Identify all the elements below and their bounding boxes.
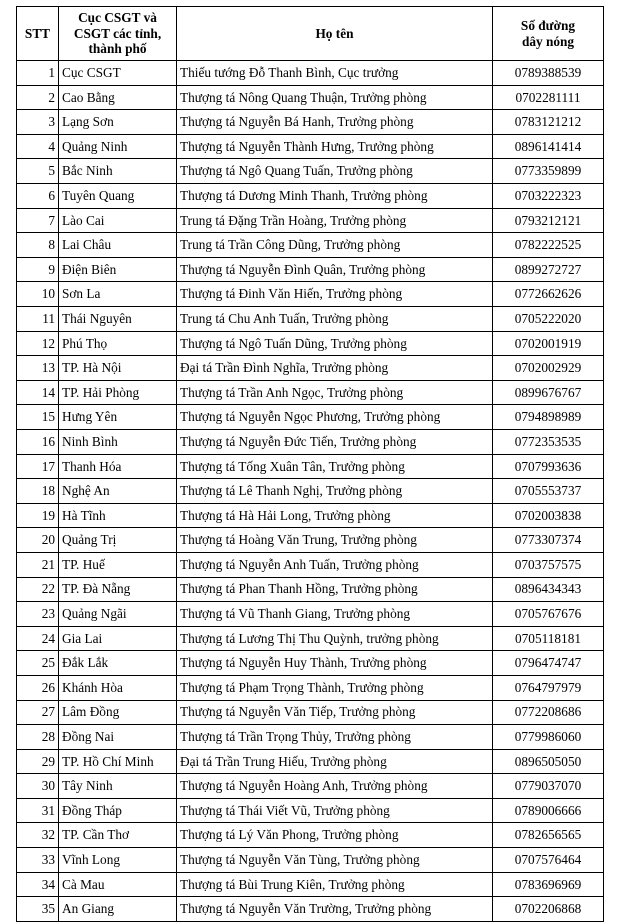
cell-stt: 34 bbox=[17, 872, 59, 897]
cell-phone: 0896141414 bbox=[493, 134, 604, 159]
cell-phone: 0772353535 bbox=[493, 429, 604, 454]
cell-stt: 32 bbox=[17, 823, 59, 848]
table-header bbox=[17, 7, 604, 61]
cell-name: Trung tá Đặng Trần Hoàng, Trưởng phòng bbox=[177, 208, 493, 233]
cell-phone: 0705118181 bbox=[493, 626, 604, 651]
cell-stt: 19 bbox=[17, 503, 59, 528]
table-row bbox=[17, 774, 604, 799]
cell-phone: 0899676767 bbox=[493, 380, 604, 405]
cell-stt: 23 bbox=[17, 602, 59, 627]
cell-stt: 31 bbox=[17, 798, 59, 823]
cell-phone: 0896434343 bbox=[493, 577, 604, 602]
cell-phone: 0789388539 bbox=[493, 61, 604, 86]
table-row bbox=[17, 405, 604, 430]
column-header-phone-line-2: dây nóng bbox=[521, 33, 575, 49]
cell-stt: 11 bbox=[17, 307, 59, 332]
cell-phone: 0899272727 bbox=[493, 257, 604, 282]
cell-stt: 8 bbox=[17, 233, 59, 258]
cell-unit: Ninh Bình bbox=[59, 429, 177, 454]
table-row bbox=[17, 872, 604, 897]
cell-name: Thượng tá Nguyễn Văn Trường, Trưởng phòng bbox=[177, 897, 493, 922]
cell-phone: 0796474747 bbox=[493, 651, 604, 676]
cell-phone: 0707576464 bbox=[493, 848, 604, 873]
cell-name: Thượng tá Nguyễn Đức Tiến, Trưởng phòng bbox=[177, 429, 493, 454]
cell-phone: 0794898989 bbox=[493, 405, 604, 430]
column-header-stt: STT bbox=[17, 7, 59, 61]
cell-unit: Lào Cai bbox=[59, 208, 177, 233]
cell-name: Thượng tá Ngô Tuấn Dũng, Trưởng phòng bbox=[177, 331, 493, 356]
cell-name: Thượng tá Nguyễn Thành Hưng, Trưởng phòng bbox=[177, 134, 493, 159]
cell-stt: 18 bbox=[17, 479, 59, 504]
cell-stt: 27 bbox=[17, 700, 59, 725]
cell-unit: TP. Huế bbox=[59, 552, 177, 577]
cell-phone: 0764797979 bbox=[493, 675, 604, 700]
cell-stt: 33 bbox=[17, 848, 59, 873]
table-row bbox=[17, 749, 604, 774]
cell-unit: Khánh Hòa bbox=[59, 675, 177, 700]
cell-phone: 0702281111 bbox=[493, 85, 604, 110]
cell-unit: Tây Ninh bbox=[59, 774, 177, 799]
cell-unit: TP. Hồ Chí Minh bbox=[59, 749, 177, 774]
hotline-table bbox=[16, 6, 604, 922]
cell-name: Thượng tá Hoàng Văn Trung, Trưởng phòng bbox=[177, 528, 493, 553]
cell-stt: 1 bbox=[17, 61, 59, 86]
cell-phone: 0702001919 bbox=[493, 331, 604, 356]
cell-name: Thượng tá Nguyễn Anh Tuấn, Trưởng phòng bbox=[177, 552, 493, 577]
table-row bbox=[17, 282, 604, 307]
cell-stt: 22 bbox=[17, 577, 59, 602]
table-body bbox=[17, 61, 604, 922]
table-row bbox=[17, 602, 604, 627]
cell-stt: 16 bbox=[17, 429, 59, 454]
cell-name: Thượng tá Bùi Trung Kiên, Trưởng phòng bbox=[177, 872, 493, 897]
cell-name: Đại tá Trần Đình Nghĩa, Trưởng phòng bbox=[177, 356, 493, 381]
cell-phone: 0793212121 bbox=[493, 208, 604, 233]
cell-phone: 0705553737 bbox=[493, 479, 604, 504]
cell-stt: 14 bbox=[17, 380, 59, 405]
table-row bbox=[17, 134, 604, 159]
cell-unit: Quảng Ngãi bbox=[59, 602, 177, 627]
cell-phone: 0702002929 bbox=[493, 356, 604, 381]
cell-unit: Lâm Đồng bbox=[59, 700, 177, 725]
cell-name: Thượng tá Lương Thị Thu Quỳnh, trưởng phòng bbox=[177, 626, 493, 651]
table-row bbox=[17, 184, 604, 209]
cell-unit: Hà Tĩnh bbox=[59, 503, 177, 528]
cell-stt: 3 bbox=[17, 110, 59, 135]
cell-stt: 6 bbox=[17, 184, 59, 209]
cell-phone: 0773359899 bbox=[493, 159, 604, 184]
cell-stt: 29 bbox=[17, 749, 59, 774]
cell-unit: TP. Cần Thơ bbox=[59, 823, 177, 848]
table-header-row bbox=[17, 7, 604, 61]
cell-name: Thượng tá Nguyễn Đình Quân, Trưởng phòng bbox=[177, 257, 493, 282]
cell-unit: TP. Hà Nội bbox=[59, 356, 177, 381]
cell-unit: Đồng Tháp bbox=[59, 798, 177, 823]
cell-unit: Lạng Sơn bbox=[59, 110, 177, 135]
cell-unit: TP. Đà Nẵng bbox=[59, 577, 177, 602]
table-row bbox=[17, 700, 604, 725]
cell-name: Thượng tá Trần Trọng Thủy, Trưởng phòng bbox=[177, 725, 493, 750]
cell-phone: 0707993636 bbox=[493, 454, 604, 479]
cell-unit: Vĩnh Long bbox=[59, 848, 177, 873]
cell-unit: Quảng Trị bbox=[59, 528, 177, 553]
cell-name: Thượng tá Lê Thanh Nghị, Trưởng phòng bbox=[177, 479, 493, 504]
cell-phone: 0782656565 bbox=[493, 823, 604, 848]
cell-unit: Sơn La bbox=[59, 282, 177, 307]
cell-name: Thượng tá Tống Xuân Tân, Trưởng phòng bbox=[177, 454, 493, 479]
cell-unit: Thanh Hóa bbox=[59, 454, 177, 479]
cell-name: Thượng tá Thái Viết Vũ, Trưởng phòng bbox=[177, 798, 493, 823]
cell-name: Thượng tá Dương Minh Thanh, Trưởng phòng bbox=[177, 184, 493, 209]
cell-phone: 0782222525 bbox=[493, 233, 604, 258]
cell-unit: Đồng Nai bbox=[59, 725, 177, 750]
cell-stt: 17 bbox=[17, 454, 59, 479]
cell-stt: 28 bbox=[17, 725, 59, 750]
table-row bbox=[17, 798, 604, 823]
column-header-unit-line-3: thành phố bbox=[88, 41, 147, 57]
table-row bbox=[17, 85, 604, 110]
table-row bbox=[17, 479, 604, 504]
cell-unit: TP. Hải Phòng bbox=[59, 380, 177, 405]
cell-stt: 35 bbox=[17, 897, 59, 922]
table-row bbox=[17, 626, 604, 651]
cell-name: Thượng tá Nguyễn Ngọc Phương, Trưởng phòng bbox=[177, 405, 493, 430]
table-row bbox=[17, 159, 604, 184]
table-row bbox=[17, 61, 604, 86]
column-header-phone bbox=[493, 7, 604, 61]
cell-unit: Bắc Ninh bbox=[59, 159, 177, 184]
cell-phone: 0779986060 bbox=[493, 725, 604, 750]
cell-phone: 0789006666 bbox=[493, 798, 604, 823]
cell-phone: 0703757575 bbox=[493, 552, 604, 577]
cell-unit: Phú Thọ bbox=[59, 331, 177, 356]
cell-name: Thượng tá Nguyễn Văn Tùng, Trưởng phòng bbox=[177, 848, 493, 873]
table-row bbox=[17, 848, 604, 873]
cell-name: Trung tá Chu Anh Tuấn, Trưởng phòng bbox=[177, 307, 493, 332]
cell-stt: 5 bbox=[17, 159, 59, 184]
cell-unit: Thái Nguyên bbox=[59, 307, 177, 332]
table-row bbox=[17, 380, 604, 405]
cell-name: Thượng tá Nguyễn Văn Tiếp, Trưởng phòng bbox=[177, 700, 493, 725]
cell-stt: 7 bbox=[17, 208, 59, 233]
table-row bbox=[17, 651, 604, 676]
table-row bbox=[17, 208, 604, 233]
cell-stt: 2 bbox=[17, 85, 59, 110]
cell-stt: 15 bbox=[17, 405, 59, 430]
cell-unit: Tuyên Quang bbox=[59, 184, 177, 209]
cell-name: Thượng tá Hà Hải Long, Trưởng phòng bbox=[177, 503, 493, 528]
table-row bbox=[17, 454, 604, 479]
cell-stt: 25 bbox=[17, 651, 59, 676]
cell-unit: Cao Bằng bbox=[59, 85, 177, 110]
table-row bbox=[17, 577, 604, 602]
table-row bbox=[17, 257, 604, 282]
cell-phone: 0702206868 bbox=[493, 897, 604, 922]
table-row bbox=[17, 307, 604, 332]
cell-phone: 0773307374 bbox=[493, 528, 604, 553]
cell-name: Thượng tá Nông Quang Thuận, Trưởng phòng bbox=[177, 85, 493, 110]
cell-phone: 0779037070 bbox=[493, 774, 604, 799]
table-row bbox=[17, 823, 604, 848]
cell-phone: 0783121212 bbox=[493, 110, 604, 135]
cell-name: Thượng tá Ngô Quang Tuấn, Trưởng phòng bbox=[177, 159, 493, 184]
table-row bbox=[17, 552, 604, 577]
cell-name: Đại tá Trần Trung Hiếu, Trưởng phòng bbox=[177, 749, 493, 774]
cell-phone: 0705222020 bbox=[493, 307, 604, 332]
column-header-phone-line-1: Số đường bbox=[520, 17, 576, 33]
table-row bbox=[17, 110, 604, 135]
column-header-unit-line-2: CSGT các tỉnh, bbox=[73, 25, 162, 41]
cell-name: Trung tá Trần Công Dũng, Trưởng phòng bbox=[177, 233, 493, 258]
table-row bbox=[17, 429, 604, 454]
cell-stt: 21 bbox=[17, 552, 59, 577]
cell-unit: An Giang bbox=[59, 897, 177, 922]
table-row bbox=[17, 331, 604, 356]
cell-name: Thượng tá Nguyễn Bá Hanh, Trưởng phòng bbox=[177, 110, 493, 135]
cell-name: Thượng tá Phan Thanh Hồng, Trưởng phòng bbox=[177, 577, 493, 602]
cell-unit: Điện Biên bbox=[59, 257, 177, 282]
table-row bbox=[17, 503, 604, 528]
cell-unit: Nghệ An bbox=[59, 479, 177, 504]
cell-stt: 10 bbox=[17, 282, 59, 307]
cell-stt: 30 bbox=[17, 774, 59, 799]
cell-unit: Quảng Ninh bbox=[59, 134, 177, 159]
cell-phone: 0772662626 bbox=[493, 282, 604, 307]
table-row bbox=[17, 725, 604, 750]
cell-name: Thượng tá Phạm Trọng Thành, Trưởng phòng bbox=[177, 675, 493, 700]
table-row bbox=[17, 528, 604, 553]
cell-unit: Gia Lai bbox=[59, 626, 177, 651]
cell-stt: 13 bbox=[17, 356, 59, 381]
cell-unit: Cà Mau bbox=[59, 872, 177, 897]
table-row bbox=[17, 356, 604, 381]
cell-name: Thượng tá Nguyễn Huy Thành, Trưởng phòng bbox=[177, 651, 493, 676]
cell-phone: 0772208686 bbox=[493, 700, 604, 725]
cell-phone: 0783696969 bbox=[493, 872, 604, 897]
cell-phone: 0896505050 bbox=[493, 749, 604, 774]
column-header-unit bbox=[59, 7, 177, 61]
cell-stt: 12 bbox=[17, 331, 59, 356]
cell-unit: Cục CSGT bbox=[59, 61, 177, 86]
table-row bbox=[17, 675, 604, 700]
table-row bbox=[17, 897, 604, 922]
cell-phone: 0702003838 bbox=[493, 503, 604, 528]
column-header-name: Họ tên bbox=[177, 7, 493, 61]
cell-stt: 26 bbox=[17, 675, 59, 700]
cell-stt: 24 bbox=[17, 626, 59, 651]
cell-stt: 9 bbox=[17, 257, 59, 282]
cell-name: Thượng tá Lý Văn Phong, Trưởng phòng bbox=[177, 823, 493, 848]
cell-unit: Hưng Yên bbox=[59, 405, 177, 430]
cell-name: Thượng tá Nguyễn Hoàng Anh, Trưởng phòng bbox=[177, 774, 493, 799]
table-row bbox=[17, 233, 604, 258]
column-header-unit-line-1: Cục CSGT và bbox=[78, 10, 157, 25]
cell-name: Thiếu tướng Đỗ Thanh Bình, Cục trưởng bbox=[177, 61, 493, 86]
cell-name: Thượng tá Trần Anh Ngọc, Trưởng phòng bbox=[177, 380, 493, 405]
cell-unit: Lai Châu bbox=[59, 233, 177, 258]
cell-name: Thượng tá Vũ Thanh Giang, Trưởng phòng bbox=[177, 602, 493, 627]
cell-name: Thượng tá Đinh Văn Hiến, Trưởng phòng bbox=[177, 282, 493, 307]
cell-phone: 0703222323 bbox=[493, 184, 604, 209]
cell-unit: Đắk Lắk bbox=[59, 651, 177, 676]
cell-phone: 0705767676 bbox=[493, 602, 604, 627]
document-page bbox=[0, 6, 619, 917]
cell-stt: 20 bbox=[17, 528, 59, 553]
cell-stt: 4 bbox=[17, 134, 59, 159]
